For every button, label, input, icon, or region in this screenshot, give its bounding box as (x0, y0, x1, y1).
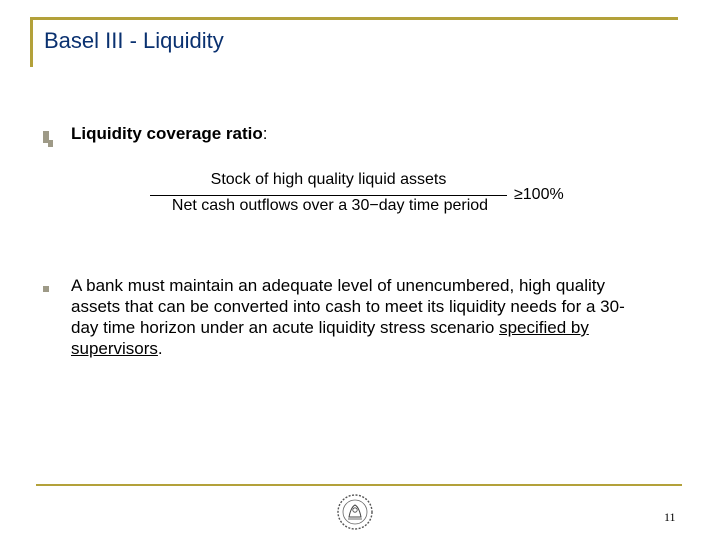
paragraph-text: . (157, 339, 163, 358)
paragraph-line: A bank must maintain an adequate level of unencumbered, high quality (71, 276, 605, 295)
slide-title: Basel III - Liquidity (44, 28, 224, 53)
supervisors-link-part[interactable]: specified by (499, 318, 589, 337)
lcr-definition-paragraph (71, 275, 671, 359)
paragraph-text: day time horizon under an acute liquidity stress scenario (71, 318, 500, 337)
lcr-colon: : (262, 124, 268, 143)
formula-denominator: Net cash outflows over a 30−day time period (171, 197, 489, 214)
lcr-heading (71, 124, 268, 144)
formula-threshold: ≥100% (514, 186, 564, 203)
paragraph-line: assets that can be converted into cash to meet its liquidity needs for a 30- (71, 297, 625, 316)
slide-frame-left-rule (30, 17, 33, 67)
bullet-icon (43, 286, 49, 292)
bullet-icon-shadow (48, 140, 53, 147)
supervisors-link[interactable]: supervisors (71, 339, 158, 358)
formula-numerator: Stock of high quality liquid assets (210, 171, 447, 188)
lcr-label: Liquidity coverage ratio (71, 124, 263, 143)
page-number: 11 (664, 510, 676, 524)
paragraph-line (71, 317, 671, 338)
paragraph-line (71, 338, 671, 359)
formula-fraction-bar (150, 195, 507, 196)
university-seal-icon (336, 491, 374, 533)
slide-frame-top-rule (30, 17, 678, 20)
footer-rule (36, 484, 682, 486)
